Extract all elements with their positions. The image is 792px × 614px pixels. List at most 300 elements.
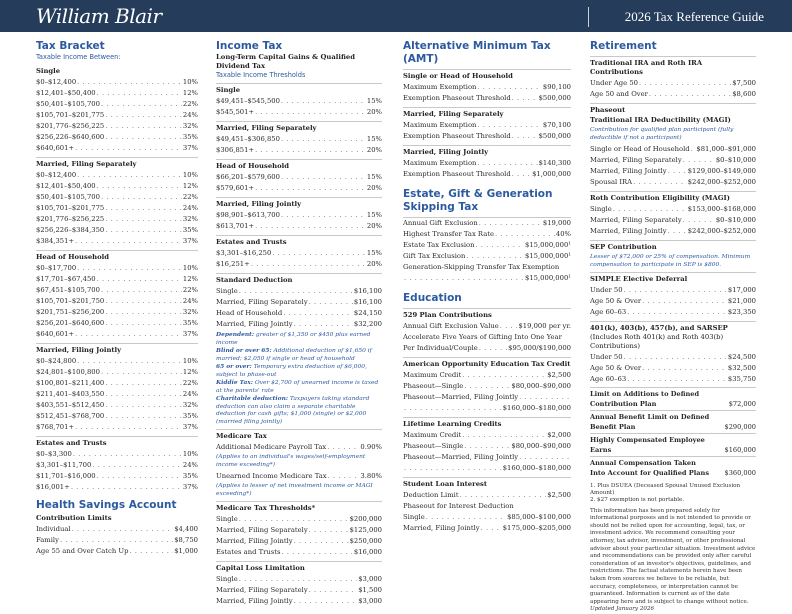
row-value: $85,000–$100,000 <box>507 513 571 521</box>
table-row <box>36 225 198 236</box>
table-row <box>590 215 756 226</box>
row-label: $66,201–$579,600 <box>216 173 280 181</box>
table-row <box>590 204 756 215</box>
row-value: $0–$10,000 <box>715 216 756 224</box>
row-value: $80,000–$90,000 <box>511 382 571 390</box>
row-label: $613,701+ <box>216 222 255 230</box>
row-label: Deduction Limit <box>403 491 459 499</box>
row-value: 24% <box>182 297 198 305</box>
llc-mfj-value: . . . $160,000–$180,000 <box>403 463 571 474</box>
plan-limit-row: Annual Compensation Taken Into Account for Qualified Plans $360,000 <box>590 456 756 479</box>
table-row <box>403 120 571 131</box>
table-row <box>36 471 198 482</box>
row-label: Under 50 <box>590 353 623 361</box>
table-row <box>36 422 198 433</box>
row-label: Maximum Credit <box>403 371 462 379</box>
hsa-heading: Health Savings Account <box>36 499 177 511</box>
std-deduction-notes <box>216 331 382 426</box>
row-value: 37% <box>182 423 198 431</box>
sep-heading: SEP Contribution <box>590 240 756 253</box>
row-value: 10% <box>182 78 198 86</box>
row-value: $242,000–$252,000 <box>687 178 756 186</box>
table-row <box>36 296 198 307</box>
table-row <box>216 107 382 118</box>
row-label: Under 50 <box>590 286 623 294</box>
table-row <box>36 367 198 378</box>
row-value: $153,000–$168,000 <box>687 205 756 213</box>
row-value: 22% <box>182 100 198 108</box>
medicare-row-2 <box>216 471 382 482</box>
medicare-heading: Medicare Tax <box>216 429 382 442</box>
row-label: $256,201–$640,600 <box>36 319 105 327</box>
row-value: 12% <box>182 275 198 283</box>
row-label: $384,351+ <box>36 237 75 245</box>
table-row <box>590 285 756 296</box>
row-value: $80,000–$90,000 <box>511 442 571 450</box>
row-value: $500,000 <box>538 132 571 140</box>
table-row <box>36 170 198 181</box>
table-row <box>216 514 382 525</box>
gst-label-row: Generation-Skipping Transfer Tax Exemption <box>403 263 560 271</box>
medicare-note-2: (Applies to lesser of net investment income or MAGI exceeding*) <box>216 483 373 497</box>
table-row <box>36 482 198 493</box>
row-value: $23,350 <box>727 308 756 316</box>
table-row <box>216 596 382 607</box>
row-value: $242,000–$252,000 <box>687 227 756 235</box>
tax-bracket-heading: Tax Bracket <box>36 40 105 52</box>
row-label: Estate Tax Exclusion <box>403 241 475 249</box>
row-label: $0–$12,400 <box>36 78 77 86</box>
row-value: 15% <box>366 173 382 181</box>
row-label: $0–$3,300 <box>36 450 72 458</box>
row-label: Single <box>216 515 238 523</box>
row-value: $17,000 <box>727 286 756 294</box>
row-label: $105,701–$201,750 <box>36 297 105 305</box>
hsa-subheading: Contribution Limits <box>36 514 112 522</box>
table-row <box>36 524 198 535</box>
table-row <box>403 490 571 501</box>
group-heading: Estates and Trusts <box>216 235 382 248</box>
row-value: 35% <box>182 412 198 420</box>
row-label: Married, Filing Separately <box>216 298 308 306</box>
group-heading: Married, Filing Jointly <box>403 145 571 158</box>
group-heading: Head of Household <box>36 250 198 263</box>
row-label: Married, Filing Jointly <box>216 597 293 605</box>
table-row <box>36 88 198 99</box>
row-label: $105,701–$201,775 <box>36 204 105 212</box>
row-label: $67,451–$105,700 <box>36 286 100 294</box>
table-row <box>36 203 198 214</box>
row-label: $201,776–$256,225 <box>36 215 105 223</box>
row-value: $90,100 <box>542 83 571 91</box>
row-value: $15,000,000¹ <box>525 241 571 249</box>
row-value: $32,200 <box>353 320 382 328</box>
trad-roth-rows <box>590 78 756 100</box>
table-row <box>590 177 756 188</box>
row-value: 24% <box>182 204 198 212</box>
table-row <box>216 442 382 453</box>
row-label: Married, Filing Separately <box>216 526 308 534</box>
gst-value-row: . . . $15,000,000¹ <box>403 273 571 284</box>
table-row <box>403 512 571 523</box>
group-heading: Married, Filing Jointly <box>216 197 382 210</box>
row-value: 12% <box>182 182 198 190</box>
group-heading: Head of Household <box>216 159 382 172</box>
group-heading: Married, Filing Jointly <box>36 343 198 356</box>
roth-eligibility-rows <box>590 204 756 237</box>
table-row <box>590 307 756 318</box>
note-item: Kiddie Tax: Over $2,700 of unearned income is taxed at the parents' rate <box>216 379 379 394</box>
row-label: $50,401–$105,700 <box>36 193 100 201</box>
table-row <box>216 248 382 259</box>
llc-heading: Lifetime Learning Credits <box>403 417 571 430</box>
table-row <box>590 89 756 100</box>
income-tax-heading: Income Tax <box>216 40 283 52</box>
table-row <box>216 585 382 596</box>
row-label: Married, Filing Jointly <box>216 320 293 328</box>
row-label: $211,401–$403,550 <box>36 390 105 398</box>
row-label: Married, Filing Separately <box>216 586 308 594</box>
row-label: $545,501+ <box>216 108 255 116</box>
row-value: $16,100 <box>353 287 382 295</box>
table-row <box>36 110 198 121</box>
row-label: Head of Household <box>216 309 283 317</box>
note-item: Dependent: greater of $1,350 or $450 plus earned income <box>216 331 371 346</box>
table-row <box>216 547 382 558</box>
table-row <box>403 321 571 332</box>
table-row <box>216 172 382 183</box>
row-label: $12,401–$50,400 <box>36 182 96 190</box>
table-row <box>36 121 198 132</box>
row-value: $95,000/$190,000 <box>508 344 571 352</box>
row-value: $16,100 <box>353 298 382 306</box>
row-label: Additional Medicare Payroll Tax <box>216 443 327 451</box>
row-value: $2,500 <box>547 491 571 499</box>
table-row <box>590 363 756 374</box>
aotc-heading: American Opportunity Education Tax Credit <box>403 357 571 370</box>
row-label: $306,851+ <box>216 146 255 154</box>
table-row <box>36 460 198 471</box>
plan-limit-row: Limit on Additions to Defined Contribution Plan $72,000 <box>590 387 756 410</box>
row-label: Phaseout—Single <box>403 382 464 390</box>
aotc-mfj-label: Phaseout—Married, Filing Jointly . . . <box>403 392 571 403</box>
group-heading: Single or Head of Household <box>403 69 571 82</box>
row-label: $579,601+ <box>216 184 255 192</box>
row-value: 35% <box>182 133 198 141</box>
row-value: 32% <box>182 401 198 409</box>
table-row <box>36 99 198 110</box>
phaseout-heading: Phaseout <box>590 103 756 116</box>
roth-eligibility-heading: Roth Contribution Eligibility (MAGI) <box>590 191 756 204</box>
row-label: $49,451–$306,850 <box>216 135 280 143</box>
row-value: 24% <box>182 390 198 398</box>
amt-heading: Alternative Minimum Tax (AMT) <box>403 40 551 65</box>
table-row <box>216 525 382 536</box>
footnotes <box>590 483 756 505</box>
row-label: Age 50 & Over <box>590 364 642 372</box>
row-value: 32% <box>182 215 198 223</box>
row-value: $1,500 <box>358 586 382 594</box>
529-accelerate-row: Accelerate Five Years of Gifting Into One Year <box>403 333 562 341</box>
row-label: $17,701–$67,450 <box>36 275 96 283</box>
row-label: Maximum Exemption <box>403 83 477 91</box>
note-item: Charitable deduction: Taxpayers taking standard deduction can also claim a separate charitable deduction for cash gifts; $1,000 (single) or $2,000 (married filing jointly) <box>216 395 370 425</box>
row-label: Single <box>590 205 612 213</box>
retirement-heading: Retirement <box>590 40 657 52</box>
table-row <box>36 181 198 192</box>
row-label: Under Age 50 <box>590 79 638 87</box>
student-loan-phaseout-rows <box>403 512 571 534</box>
row-label: $11,701–$16,000 <box>36 472 96 480</box>
row-label: Per Individual/Couple <box>403 344 478 352</box>
row-value: $175,000–$205,000 <box>502 524 571 532</box>
column-1 <box>36 40 198 557</box>
education-heading: Education <box>403 292 462 304</box>
row-value: $3,000 <box>358 575 382 583</box>
row-value: 20% <box>366 222 382 230</box>
row-label: Age 60–63 <box>590 308 627 316</box>
row-value: 3.80% <box>360 472 382 480</box>
row-label: Single or Head of Household <box>590 145 690 153</box>
tax-bracket-subtitle: Taxable Income Between: <box>36 53 121 61</box>
table-row <box>590 352 756 363</box>
table-row <box>216 536 382 547</box>
row-label: Gift Tax Exclusion <box>403 252 466 260</box>
table-row <box>403 370 571 381</box>
401k-rows <box>590 352 756 385</box>
row-label: Married, Filing Jointly <box>403 524 480 532</box>
table-row <box>36 274 198 285</box>
row-value: $24,500 <box>727 353 756 361</box>
group-heading: Married, Filing Separately <box>36 157 198 170</box>
row-label: $768,701+ <box>36 423 75 431</box>
disclaimer: This information has been prepared solely for informational purposes and is not intended to provide or should not be relied upon for accounting, legal, tax, or investment advice. We recommend consulting your attorney, tax advisor, investment, or other professional advisor about your particular situation. Investment advice and recommendations can be provided only after careful consideration of an investor's objectives, guidelines, and restrictions. The factual statements herein have been taken from sources we believe to be reliable, but accuracy, completeness, or interpretation cannot be guaranteed. Information is current as of the date appearing here and is subject to change without notice. <box>590 507 756 605</box>
row-label: Family <box>36 536 59 544</box>
capital-loss-rows <box>216 574 382 607</box>
row-label: $100,801–$211,400 <box>36 379 105 387</box>
row-label: Estates and Trusts <box>216 548 281 556</box>
table-row <box>590 144 756 155</box>
table-row <box>36 329 198 340</box>
ltcg-subtitle: Taxable Income Thresholds <box>216 71 306 79</box>
plan-limit-row: Annual Benefit Limit on Defined Benefit Plan $290,000 <box>590 410 756 433</box>
row-label: $49,451–$545,500 <box>216 97 280 105</box>
row-label: $0–$12,400 <box>36 171 77 179</box>
student-loan-heading: Student Loan Interest <box>403 477 571 490</box>
529-heading: 529 Plan Contributions <box>403 308 571 321</box>
student-loan-phaseout-label: Phaseout for Interest Deduction <box>403 502 514 510</box>
row-value: $8,750 <box>174 536 198 544</box>
table-row <box>36 77 198 88</box>
group-heading: Married, Filing Separately <box>216 121 382 134</box>
estate-rows <box>403 218 571 262</box>
amt-groups <box>403 69 571 180</box>
row-label: Unearned Income Medicare Tax <box>216 472 327 480</box>
table-row <box>403 218 571 229</box>
table-row <box>403 93 571 104</box>
row-value: $250,000 <box>349 537 382 545</box>
table-row <box>36 192 198 203</box>
column-2 <box>216 40 382 607</box>
hsa-rows <box>36 524 198 557</box>
row-value: 40% <box>555 230 571 238</box>
table-row <box>36 389 198 400</box>
row-value: 37% <box>182 237 198 245</box>
row-value: $24,150 <box>353 309 382 317</box>
row-label: Single <box>403 513 425 521</box>
row-value: 12% <box>182 368 198 376</box>
row-label: $201,776–$256,225 <box>36 122 105 130</box>
table-row <box>403 523 571 534</box>
table-row <box>590 374 756 385</box>
table-row <box>403 251 571 262</box>
income-tax-groups <box>216 83 382 270</box>
row-value: 20% <box>366 260 382 268</box>
std-deduction-rows <box>216 286 382 330</box>
row-value: $2,000 <box>547 431 571 439</box>
estate-heading: Estate, Gift & Generation Skipping Tax <box>403 188 553 213</box>
tax-bracket-groups <box>36 65 198 493</box>
simple-rows <box>590 285 756 318</box>
group-heading: Married, Filing Separately <box>403 107 571 120</box>
table-row <box>216 134 382 145</box>
table-row <box>216 221 382 232</box>
row-label: $256,226–$640,600 <box>36 133 105 141</box>
row-value: 37% <box>182 330 198 338</box>
row-label: $640,601+ <box>36 330 75 338</box>
row-value: $200,000 <box>349 515 382 523</box>
row-value: $21,000 <box>727 297 756 305</box>
row-label: $201,751–$256,200 <box>36 308 105 316</box>
llc-rows <box>403 430 571 452</box>
row-value: 32% <box>182 308 198 316</box>
row-label: Maximum Credit <box>403 431 462 439</box>
plan-limits <box>590 387 756 479</box>
row-value: 15% <box>366 249 382 257</box>
footnote: 1. Plus DSUEA (Deceased Spousal Unused Exclusion Amount) <box>590 483 741 497</box>
row-value: $19,000 per yr. <box>518 322 571 330</box>
table-row <box>403 131 571 142</box>
row-value: 35% <box>182 472 198 480</box>
medicare-row-1 <box>216 442 382 453</box>
table-row <box>403 381 571 392</box>
header-divider <box>588 7 589 27</box>
simple-heading: SIMPLE Elective Deferral <box>590 272 756 285</box>
row-label: $12,401–$50,400 <box>36 89 96 97</box>
529-per-individual-row <box>403 343 571 354</box>
row-label: $98,901–$613,700 <box>216 211 280 219</box>
row-value: $3,000 <box>358 597 382 605</box>
table-row <box>590 78 756 89</box>
row-label: $105,701–$201,775 <box>36 111 105 119</box>
row-label: Married, Filing Jointly <box>590 167 667 175</box>
row-value: $35,750 <box>727 375 756 383</box>
row-value: $140,300 <box>538 159 571 167</box>
row-label: Exemption Phaseout Threshold <box>403 132 511 140</box>
row-value: $70,100 <box>542 121 571 129</box>
table-row <box>36 143 198 154</box>
table-row <box>36 535 198 546</box>
table-row <box>216 210 382 221</box>
table-row <box>36 449 198 460</box>
row-label: Individual <box>36 525 71 533</box>
row-label: Exemption Phaseout Threshold <box>403 94 511 102</box>
table-row <box>590 226 756 237</box>
row-label: Single <box>216 287 238 295</box>
medicare-thresholds-heading: Medicare Tax Thresholds* <box>216 501 382 514</box>
note-item: Blind or over 65: Additional deduction of $1,650 if married; $2,050 if single or head of household <box>216 347 372 362</box>
table-row <box>403 441 571 452</box>
row-value: 24% <box>182 461 198 469</box>
row-label: Age 50 & Over <box>590 297 642 305</box>
sep-note: Lesser of $72,000 or 25% of compensation. Minimum compensation to participate in SEP is $800. <box>590 254 751 268</box>
ltcg-subheading: Long-Term Capital Gains & Qualified Dividend Tax <box>216 53 355 70</box>
table-row <box>216 145 382 156</box>
table-row <box>36 285 198 296</box>
table-row <box>36 307 198 318</box>
table-row <box>590 296 756 307</box>
row-label: $0–$17,700 <box>36 264 77 272</box>
page-title: 2026 Tax Reference Guide <box>624 9 764 24</box>
magi-note: Contribution for qualified plan participant (fully deductible if not a participant) <box>590 127 734 141</box>
row-value: 0.90% <box>360 443 382 451</box>
row-label: Single <box>216 575 238 583</box>
row-value: 22% <box>182 193 198 201</box>
row-label: Annual Gift Exclusion <box>403 219 478 227</box>
william-blair-logo: William Blair <box>36 4 162 28</box>
row-label: Exemption Phaseout Threshold <box>403 170 511 178</box>
table-row <box>36 546 198 557</box>
row-value: 15% <box>366 97 382 105</box>
row-label: Age 60–63 <box>590 375 627 383</box>
row-label: $16,001+ <box>36 483 70 491</box>
magi-rows <box>590 144 756 188</box>
row-value: $125,000 <box>349 526 382 534</box>
row-value: 10% <box>182 171 198 179</box>
row-label: $512,451–$768,700 <box>36 412 105 420</box>
row-label: $24,801–$100,800 <box>36 368 100 376</box>
table-row <box>36 236 198 247</box>
table-row <box>590 166 756 177</box>
group-heading: Estates and Trusts <box>36 436 198 449</box>
row-label: Married, Filing Jointly <box>216 537 293 545</box>
row-label: $403,551–$512,450 <box>36 401 105 409</box>
row-value: 15% <box>366 211 382 219</box>
row-label: Highest Transfer Tax Rate <box>403 230 495 238</box>
table-row <box>403 169 571 180</box>
row-label: Maximum Exemption <box>403 121 477 129</box>
table-row <box>216 319 382 330</box>
medicare-threshold-rows <box>216 514 382 558</box>
table-row <box>36 318 198 329</box>
table-row <box>403 343 571 354</box>
row-label: Maximum Exemption <box>403 159 477 167</box>
table-row <box>216 297 382 308</box>
table-row <box>36 214 198 225</box>
row-value: 35% <box>182 319 198 327</box>
table-row <box>216 308 382 319</box>
std-deduction-heading: Standard Deduction <box>216 273 382 286</box>
row-value: 10% <box>182 450 198 458</box>
table-row <box>36 263 198 274</box>
magi-heading: Traditional IRA Deductibility (MAGI) <box>590 116 731 124</box>
row-label: Spousal IRA <box>590 178 633 186</box>
table-row <box>403 158 571 169</box>
row-value: $1,000 <box>174 547 198 555</box>
table-row <box>216 259 382 270</box>
row-value: 24% <box>182 111 198 119</box>
row-label: Age 50 and Over <box>590 90 648 98</box>
